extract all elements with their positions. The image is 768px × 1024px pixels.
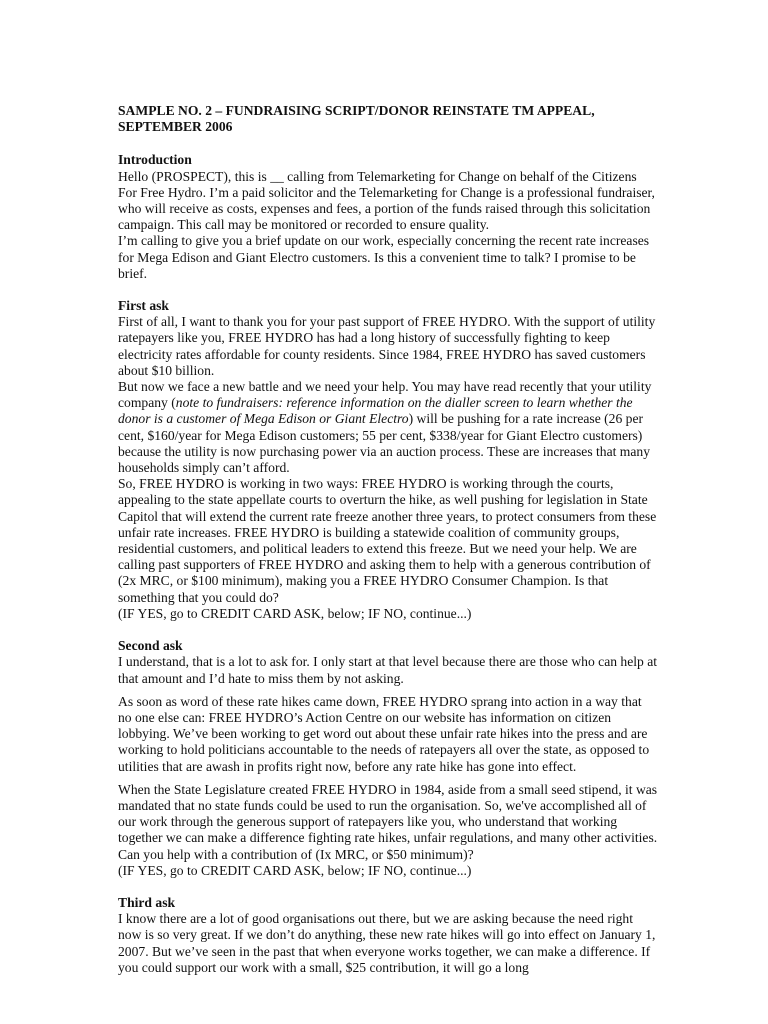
section-first-ask [118,298,658,622]
third-ask-paragraph-1: I know there are a lot of good organisations out there, but we are asking because the need right now is so very great. If we don’t do anything, these new rate hikes will go into effect on January 1, 2007. But we’ve seen in the past that when everyone works together, we can make a difference. If you could support our work with a small, $25 contribution, it will go a long [118,911,656,975]
first-ask-paragraph-2-lead: But now we face a new battle and we need your help. You may have read recently that your utility company ( [118,379,652,411]
fundraiser-note: note to fundraisers: reference information on the dialler screen to learn whether the donor is a customer of Mega Edison or Giant Electro [118,395,633,427]
first-ask-paragraph-3: So, FREE HYDRO is working in two ways: FREE HYDRO is working through the courts, appealing to the state appellate courts to overturn the hike, as well pushing for legislation in State Capitol that will extend the current rate freeze another three years, to protect consumers from these unfair rate increases. FREE HYDRO is building a statewide coalition of community groups, residential customers, and political leaders to extend this freeze. But we need your help. We are calling past supporters of FREE HYDRO and asking them to help with a generous contribution of (2x MRC, or $100 minimum), making you a FREE HYDRO Consumer Champion. Is that something that you could do? [118,476,657,605]
section-heading-introduction: Introduction [118,152,192,168]
first-ask-paragraph-1: First of all, I want to thank you for your past support of FREE HYDRO. With the support of utility ratepayers like you, FREE HYDRO has had a long history of successfully fighting to keep electricity rates affordable for county residents. Since 1984, FREE HYDRO has saved customers about $10 billion. [118,314,656,378]
second-ask-question: Can you help with a contribution of (Ix MRC, or $50 minimum)? [118,846,474,862]
document-title: SAMPLE NO. 2 – FUNDRAISING SCRIPT/DONOR REINSTATE TM APPEAL, SEPTEMBER 2006 [118,103,595,135]
introduction-paragraph-1: Hello (PROSPECT), this is __ calling from Telemarketing for Change on behalf of the Citizens For Free Hydro. I’m a paid solicitor and the Telemarketing for Change is a professional fundraiser, who will receive as costs, expenses and fees, a portion of the funds raised through this solicitation campaign. This call may be monitored or recorded to ensure quality. [118,168,655,233]
introduction-paragraph-2: I’m calling to give you a brief update on our work, especially concerning the recent rate increases for Mega Edison and Giant Electro customers. Is this a convenient time to talk? I promise to be brief. [118,233,650,281]
second-ask-paragraph-3: When the State Legislature created FREE HYDRO in 1984, aside from a small seed stipend, it was mandated that no state funds could be used to run the organisation. So, we've accomplished all of our work through the generous support of ratepayers like you, who understand that working together we can make a difference fighting rate hikes, unfair regulations, and many other activities. [118,781,658,846]
section-heading-first-ask: First ask [118,298,169,314]
section-heading-third-ask: Third ask [118,894,176,910]
section-second-ask [118,638,658,879]
section-introduction [118,152,658,282]
first-ask-instruction: (IF YES, go to CREDIT CARD ASK, below; IF NO, continue...) [118,605,472,621]
first-ask-paragraph-2 [118,379,658,476]
second-ask-paragraph-2: As soon as word of these rate hikes came down, FREE HYDRO sprang into action in a way that no one else can: FREE HYDRO’s Action Centre on our website has information on citizen lobbying. We’ve been working to get word out about these unfair rate hikes into the press and are working to hold politicians accountable to the needs of ratepayers all over the state, as opposed to utilities that are awash in profits right now, before any rate hike has gone into effect. [118,693,650,774]
section-third-ask [118,895,658,976]
second-ask-paragraph-1: I understand, that is a lot to ask for. I only start at that level because there are those who can help at that amount and I’d hate to miss them by not asking. [118,654,658,686]
first-ask-paragraph-2-tail: ) will be pushing for a rate increase (26 per cent, $160/year for Mega Edison customers; 55 per cent, $338/year for Giant Electro customers) because the utility is now purchasing power via an auction process. These are increases that many households simply can’t afford. [118,411,650,476]
second-ask-instruction: (IF YES, go to CREDIT CARD ASK, below; IF NO, continue...) [118,862,472,878]
section-heading-second-ask: Second ask [118,638,183,654]
document-page [118,103,658,992]
